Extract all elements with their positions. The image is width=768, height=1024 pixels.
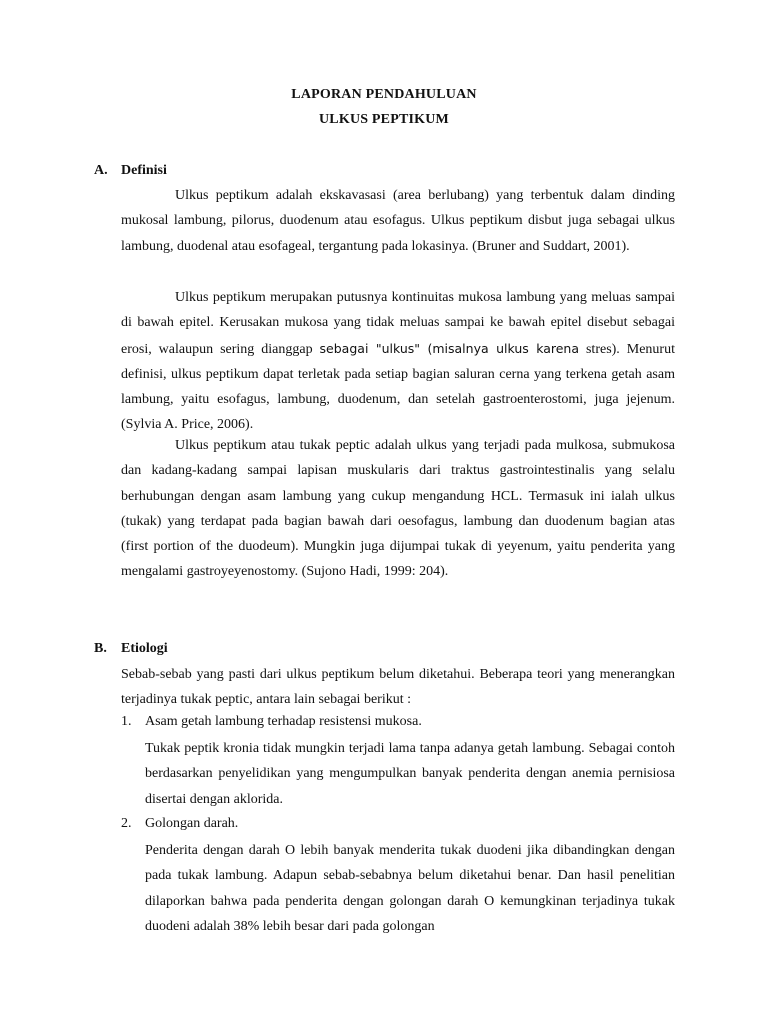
definisi-paragraph-3: Ulkus peptikum atau tukak peptic adalah ulkus yang terjadi pada mulkosa, submukosa dan kadang-kadang sampai lapisan muskularis dari traktus gastrointestinalis yang selalu berhubungan dengan asam lambung yang cukup mengandung HCL. Termasuk ini ialah ulkus (tukak) yang terdapat pada bagian bawah dari oesofagus, lambung dan duodenum bagian atas (first portion of the duodeum). Mungkin juga dijumpai tukak di yeyenum, yaitu penderita yang mengalami gastroyeyenostomy. (Sujono Hadi, 1999: 204). (121, 438, 675, 580)
section-a-title: Definisi (121, 163, 167, 178)
definisi-paragraph-2 (121, 285, 675, 438)
list-item-1-body: Tukak peptik kronia tidak mungkin terjadi lama tanpa adanya getah lambung. Sebagai contoh berdasarkan penyelidikan yang mengumpulkan banyak penderita dengan anemia pernisiosa disertai dengan aklorida. (145, 741, 675, 807)
list-item-2-title: Golongan darah. (145, 816, 239, 831)
etiologi-intro: Sebab-sebab yang pasti dari ulkus peptikum belum diketahui. Beberapa teori yang menerangkan terjadinya tukak peptic, antara lain sebagai berikut : (121, 667, 675, 708)
definisi-paragraph-2-part-2: stres). Menurut definisi, ulkus peptikum dapat terletak pada setiap bagian saluran cerna yang terkena getah asam lambung, yaitu esofagus, lambung, duodenum, dan setelah gastroenterostomi, juga jejenum.(Sylvia A. Price, 2006). (121, 341, 675, 433)
definisi-paragraph-2-part-1: Ulkus peptikum merupakan putusnya kontinuitas mukosa lambung yang meluas sampai di bawah epitel. Kerusakan mukosa yang tidak meluas sampai ke bawah epitel disebut sebagai erosi, walaupun sering dianggap (121, 290, 675, 357)
section-a-letter: A. (94, 163, 108, 178)
document-subtitle: ULKUS PEPTIKUM (319, 112, 449, 127)
list-item-2-body: Penderita dengan darah O lebih banyak menderita tukak duodeni jika dibandingkan dengan pada tukak lambung. Adapun sebab-sebabnya belum diketahui benar. Dan hasil penelitian dilaporkan bahwa pada penderita dengan golongan darah O kemungkinan terjadinya tukak duodeni adalah 38% lebih besar dari pada golongan (145, 843, 675, 934)
section-b-letter: B. (94, 641, 107, 656)
list-item-1-title: Asam getah lambung terhadap resistensi mukosa. (145, 714, 422, 729)
list-item-1-number: 1. (121, 714, 132, 729)
list-item-2-number: 2. (121, 816, 132, 831)
section-b-title: Etiologi (121, 641, 168, 656)
document-title: LAPORAN PENDAHULUAN (291, 87, 477, 102)
definisi-paragraph-1: Ulkus peptikum adalah ekskavasasi (area berlubang) yang terbentuk dalam dinding mukosal lambung, pilorus, duodenum atau esofagus. Ulkus peptikum disbut juga sebagai ulkus lambung, duodenal atau esofageal, tergantung pada lokasinya. (Bruner and Suddart, 2001). (121, 188, 675, 254)
definisi-paragraph-2-sans-run: sebagai "ulkus" (misalnya ulkus karena (319, 340, 580, 356)
